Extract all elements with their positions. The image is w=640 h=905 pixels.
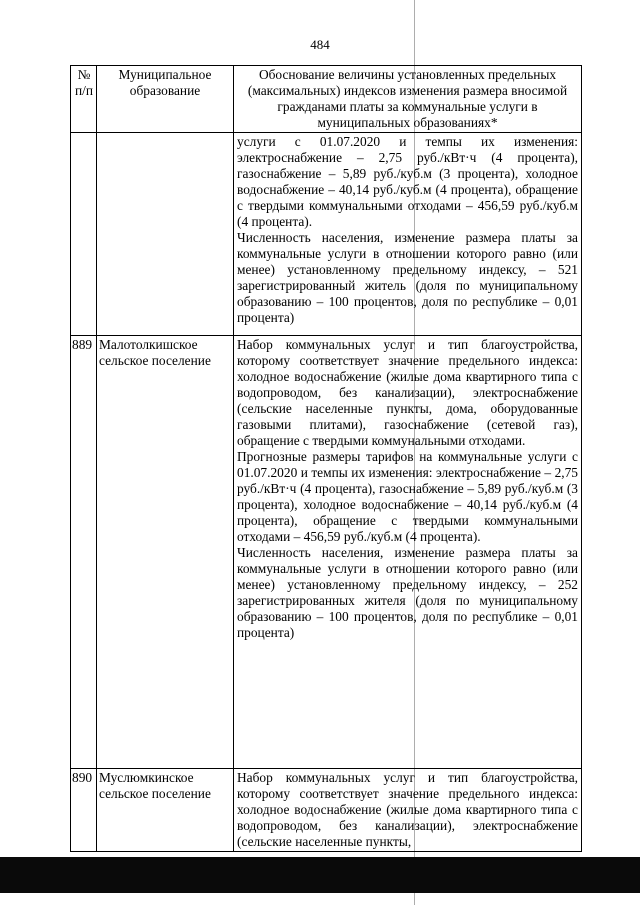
- row-municipality: Муслюмкинское сельское поселение: [97, 769, 234, 852]
- table-row: [71, 336, 582, 769]
- page-number: 484: [310, 37, 330, 52]
- paragraph: услуги с 01.07.2020 и темпы их изменения: электроснабжение – 2,75 руб./кВт·ч (4 процента), газоснабжение – 5,89 руб./куб.м (3 процента), холодное водоснабжение – 40,14 руб./куб.м (4 процента), обращение с твердыми коммунальными отходами – 456,59 руб./куб.м (4 процента).: [237, 134, 578, 229]
- row-municipality: Малотолкишское сельское поселение: [97, 336, 234, 769]
- paragraph: Численность населения, изменение размера платы за коммунальные услуги в отношении которого равно (или менее) установленному предельному индексу, – 252 зарегистрированных жителя (доля по муниципальному образованию – 100 процентов, доля по республике – 0,01 процента): [237, 545, 578, 640]
- scan-black-band: [0, 857, 640, 893]
- table-row: [71, 133, 582, 336]
- row-num: 889: [71, 336, 97, 769]
- table-header-row: [71, 66, 582, 133]
- paragraph: Прогнозные размеры тарифов на коммунальные услуги с 01.07.2020 и темпы их изменения: электроснабжение – 2,75 руб./кВт·ч (4 процента), газоснабжение – 5,89 руб./куб.м (3 процента), холодное водоснабжение – 40,14 руб./куб.м (4 процента), обращение с твердыми коммунальными отходами – 456,59 руб./куб.м (4 процента).: [237, 449, 578, 544]
- table-row: [71, 769, 582, 852]
- paragraph: Набор коммунальных услуг и тип благоустройства, которому соответствует значение предельного индекса: холодное водоснабжение (жилые дома квартирного типа с водопроводом, без канализации), электроснабжение (сельские населенные пункты,: [237, 770, 578, 849]
- row-justification: [234, 133, 582, 336]
- header-municipality: Муниципальное образование: [97, 66, 234, 133]
- row-num: 890: [71, 769, 97, 852]
- row-num: [71, 133, 97, 336]
- header-num: № п/п: [71, 66, 97, 133]
- row-justification: [234, 336, 582, 769]
- row-municipality: [97, 133, 234, 336]
- paragraph: Набор коммунальных услуг и тип благоустройства, которому соответствует значение предельного индекса: холодное водоснабжение (жилые дома квартирного типа с водопроводом, без канализации), электроснабжение (сельские населенные пункты, дома, оборудованные газовыми плитами), газоснабжение (сетевой газ), обращение с твердыми коммунальными отходами.: [237, 337, 578, 448]
- tariff-index-table: [70, 65, 582, 852]
- row-justification: [234, 769, 582, 852]
- paragraph: Численность населения, изменение размера платы за коммунальные услуги в отношении которого равно (или менее) установленному предельному индексу, – 521 зарегистрированный житель (доля по муниципальному образованию – 100 процентов, доля по республике – 0,01 процента): [237, 230, 578, 325]
- header-justification: Обоснование величины установленных предельных (максимальных) индексов изменения размера вносимой гражданами платы за коммунальные услуги в муниципальных образованиях*: [234, 66, 582, 133]
